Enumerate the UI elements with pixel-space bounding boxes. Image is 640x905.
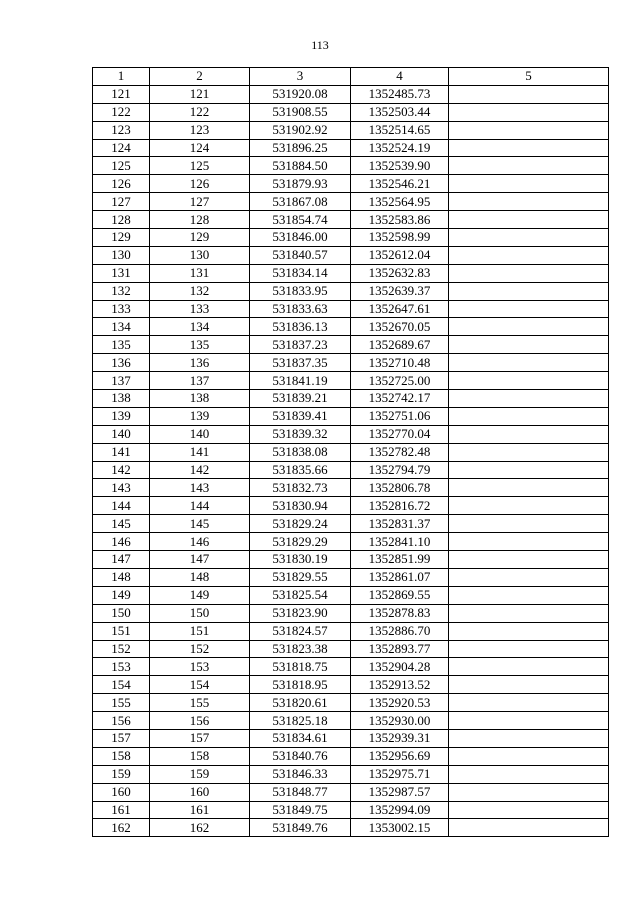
table-row [93,783,609,801]
table-row [93,640,609,658]
table-cell: 151 [93,622,150,640]
table-cell: 136 [150,354,250,372]
table-row [93,264,609,282]
column-header: 5 [449,68,609,86]
table-cell [449,461,609,479]
table-row [93,765,609,783]
table-cell: 531849.75 [250,801,351,819]
table-cell: 531835.66 [250,461,351,479]
table-cell: 531832.73 [250,479,351,497]
table-cell [449,443,609,461]
table-cell: 148 [150,568,250,586]
table-cell: 1352987.57 [351,783,449,801]
table-cell: 130 [93,246,150,264]
table-cell: 156 [93,712,150,730]
table-cell: 126 [150,175,250,193]
table-cell: 151 [150,622,250,640]
table-cell: 159 [150,765,250,783]
table-cell [449,765,609,783]
table-cell [449,175,609,193]
table-row [93,801,609,819]
table-cell: 1352742.17 [351,390,449,408]
table-cell [449,497,609,515]
table-cell: 159 [93,765,150,783]
table-cell: 160 [150,783,250,801]
table-row [93,211,609,229]
table-cell [449,479,609,497]
table-cell [449,676,609,694]
table-row [93,533,609,551]
table-cell: 140 [150,425,250,443]
table-cell [449,85,609,103]
table-cell: 145 [93,515,150,533]
table-cell: 152 [150,640,250,658]
table-cell: 143 [93,479,150,497]
table-cell: 162 [93,819,150,837]
coordinates-table [92,67,609,837]
table-cell: 152 [93,640,150,658]
table-cell [449,354,609,372]
table-row [93,658,609,676]
table-row [93,747,609,765]
table-row [93,372,609,390]
table-cell: 531839.41 [250,407,351,425]
table-cell: 1352939.31 [351,729,449,747]
table-cell: 531829.24 [250,515,351,533]
table-row [93,425,609,443]
table-row [93,300,609,318]
table-row [93,443,609,461]
table-cell: 531902.92 [250,121,351,139]
table-cell: 153 [93,658,150,676]
table-cell [449,586,609,604]
table-cell: 531830.94 [250,497,351,515]
table-cell: 157 [150,729,250,747]
table-cell: 142 [150,461,250,479]
table-row [93,622,609,640]
table-cell: 144 [150,497,250,515]
table-cell [449,336,609,354]
table-cell: 531840.76 [250,747,351,765]
table-cell: 147 [150,551,250,569]
table-cell: 125 [93,157,150,175]
table-cell: 128 [150,211,250,229]
table-cell: 531854.74 [250,211,351,229]
table-cell: 154 [93,676,150,694]
table-cell [449,390,609,408]
table-cell: 155 [93,694,150,712]
table-cell: 123 [93,121,150,139]
table-cell: 1352994.09 [351,801,449,819]
table-cell: 136 [93,354,150,372]
table-cell: 1352725.00 [351,372,449,390]
table-cell: 1352598.99 [351,229,449,247]
table-body [93,85,609,836]
table-cell: 1352546.21 [351,175,449,193]
table-cell: 1352806.78 [351,479,449,497]
table-cell: 531834.14 [250,264,351,282]
table-row [93,515,609,533]
table-cell: 155 [150,694,250,712]
table-cell: 149 [93,586,150,604]
table-cell [449,801,609,819]
table-cell: 148 [93,568,150,586]
table-row [93,407,609,425]
table-cell: 531879.93 [250,175,351,193]
table-cell [449,604,609,622]
table-cell: 150 [150,604,250,622]
table-cell: 142 [93,461,150,479]
table-row [93,229,609,247]
table-cell [449,640,609,658]
table-cell: 1352782.48 [351,443,449,461]
table-row [93,354,609,372]
table-cell: 121 [150,85,250,103]
table-cell: 156 [150,712,250,730]
table-cell: 138 [93,390,150,408]
table-cell: 130 [150,246,250,264]
table-cell: 531896.25 [250,139,351,157]
table-row [93,193,609,211]
table-cell: 531836.13 [250,318,351,336]
table-cell: 1352975.71 [351,765,449,783]
table-row [93,712,609,730]
table-cell: 1352770.04 [351,425,449,443]
table-cell: 531867.08 [250,193,351,211]
table-row [93,694,609,712]
table-cell: 1352878.83 [351,604,449,622]
table-cell [449,246,609,264]
table-cell: 1352503.44 [351,103,449,121]
table-cell: 531824.57 [250,622,351,640]
table-cell: 1352539.90 [351,157,449,175]
table-cell: 1352647.61 [351,300,449,318]
table-cell: 123 [150,121,250,139]
table-cell: 132 [150,282,250,300]
table-row [93,336,609,354]
table-cell: 153 [150,658,250,676]
table-cell: 125 [150,157,250,175]
table-cell: 531825.54 [250,586,351,604]
table-cell [449,712,609,730]
table-row [93,729,609,747]
column-header: 3 [250,68,351,86]
table-cell: 531846.33 [250,765,351,783]
table-cell: 531833.95 [250,282,351,300]
table-cell: 158 [150,747,250,765]
table-cell: 126 [93,175,150,193]
table-cell [449,372,609,390]
table-cell: 1353002.15 [351,819,449,837]
table-cell: 1352831.37 [351,515,449,533]
table-cell [449,407,609,425]
table-cell: 133 [93,300,150,318]
table-cell [449,783,609,801]
table-cell: 531818.95 [250,676,351,694]
table-cell: 1352869.55 [351,586,449,604]
table-cell: 1352861.07 [351,568,449,586]
table-cell: 531841.19 [250,372,351,390]
table-cell: 531837.23 [250,336,351,354]
table-cell: 1352930.00 [351,712,449,730]
table-row [93,568,609,586]
table-cell: 161 [93,801,150,819]
table-cell: 531829.29 [250,533,351,551]
column-header: 2 [150,68,250,86]
table-cell: 1352485.73 [351,85,449,103]
table-cell: 531820.61 [250,694,351,712]
table-row [93,604,609,622]
table-cell: 137 [150,372,250,390]
table-cell: 1352851.99 [351,551,449,569]
table-cell [449,211,609,229]
table-cell: 134 [150,318,250,336]
column-header: 1 [93,68,150,86]
table-cell [449,282,609,300]
table-cell: 141 [93,443,150,461]
table-cell: 128 [93,211,150,229]
table-cell: 131 [93,264,150,282]
table-cell: 127 [93,193,150,211]
table-row [93,479,609,497]
table-cell [449,533,609,551]
table-cell [449,747,609,765]
table-cell: 1352920.53 [351,694,449,712]
table-cell: 144 [93,497,150,515]
table-cell: 531839.21 [250,390,351,408]
table-cell: 121 [93,85,150,103]
table-row [93,819,609,837]
table-cell: 122 [150,103,250,121]
table-cell: 134 [93,318,150,336]
table-cell: 531830.19 [250,551,351,569]
table-cell: 531846.00 [250,229,351,247]
table-row [93,551,609,569]
table-cell [449,658,609,676]
table-cell: 129 [93,229,150,247]
table-cell [449,300,609,318]
table-cell [449,229,609,247]
table-cell [449,264,609,282]
table-cell [449,622,609,640]
table-row [93,390,609,408]
table-cell [449,157,609,175]
table-cell: 124 [150,139,250,157]
table-cell: 133 [150,300,250,318]
table-cell: 1352564.95 [351,193,449,211]
table-cell: 132 [93,282,150,300]
column-header: 4 [351,68,449,86]
table-cell: 162 [150,819,250,837]
table-row [93,103,609,121]
table-cell [449,729,609,747]
table-cell [449,694,609,712]
table-cell: 127 [150,193,250,211]
table-cell [449,103,609,121]
table-row [93,282,609,300]
table-cell: 137 [93,372,150,390]
table-cell: 531829.55 [250,568,351,586]
table-cell: 147 [93,551,150,569]
table-cell [449,515,609,533]
table-cell: 531838.08 [250,443,351,461]
table-cell: 157 [93,729,150,747]
table-row [93,139,609,157]
table-cell: 531825.18 [250,712,351,730]
table-cell: 1352710.48 [351,354,449,372]
table-cell [449,568,609,586]
table-cell: 1352689.67 [351,336,449,354]
table-cell: 1352904.28 [351,658,449,676]
table-row [93,157,609,175]
table-cell [449,819,609,837]
table-cell: 1352913.52 [351,676,449,694]
table-cell: 135 [150,336,250,354]
table-cell [449,139,609,157]
table-row [93,121,609,139]
table-cell: 531823.90 [250,604,351,622]
table-cell: 1352632.83 [351,264,449,282]
table-cell: 531920.08 [250,85,351,103]
table-cell: 146 [150,533,250,551]
table-cell: 138 [150,390,250,408]
table-cell: 1352794.79 [351,461,449,479]
table-cell: 139 [93,407,150,425]
table-cell: 160 [93,783,150,801]
table-header-row [93,68,609,86]
table-cell: 154 [150,676,250,694]
table-cell: 531833.63 [250,300,351,318]
table-row [93,586,609,604]
table-cell: 158 [93,747,150,765]
table-cell: 1352524.19 [351,139,449,157]
table-cell: 1352886.70 [351,622,449,640]
table-cell: 122 [93,103,150,121]
table-row [93,318,609,336]
table-cell: 531908.55 [250,103,351,121]
table-cell: 531834.61 [250,729,351,747]
table-row [93,175,609,193]
table-cell: 1352841.10 [351,533,449,551]
table-cell: 161 [150,801,250,819]
table-cell [449,193,609,211]
table-row [93,497,609,515]
table-cell: 150 [93,604,150,622]
table-cell: 531818.75 [250,658,351,676]
table-cell: 1352670.05 [351,318,449,336]
table-cell: 531884.50 [250,157,351,175]
table-cell: 1352816.72 [351,497,449,515]
table-cell: 149 [150,586,250,604]
table-cell: 531839.32 [250,425,351,443]
table-cell: 145 [150,515,250,533]
table-cell: 146 [93,533,150,551]
table-cell: 135 [93,336,150,354]
table-cell: 143 [150,479,250,497]
table-cell [449,121,609,139]
table-row [93,676,609,694]
table-cell: 1352893.77 [351,640,449,658]
table-cell: 131 [150,264,250,282]
table-row [93,246,609,264]
table-row [93,461,609,479]
table-cell [449,551,609,569]
table-row [93,85,609,103]
page-number: 113 [311,38,329,52]
table-cell: 124 [93,139,150,157]
table-cell: 531823.38 [250,640,351,658]
table-cell: 531848.77 [250,783,351,801]
table-cell: 1352751.06 [351,407,449,425]
table-cell: 141 [150,443,250,461]
table-cell [449,425,609,443]
table-cell: 531837.35 [250,354,351,372]
table-cell: 1352583.86 [351,211,449,229]
table-cell: 1352956.69 [351,747,449,765]
table-cell [449,318,609,336]
table-cell: 531849.76 [250,819,351,837]
table-cell: 1352612.04 [351,246,449,264]
table-cell: 1352514.65 [351,121,449,139]
table-cell: 129 [150,229,250,247]
table-cell: 140 [93,425,150,443]
table-cell: 531840.57 [250,246,351,264]
table-cell: 139 [150,407,250,425]
table-cell: 1352639.37 [351,282,449,300]
